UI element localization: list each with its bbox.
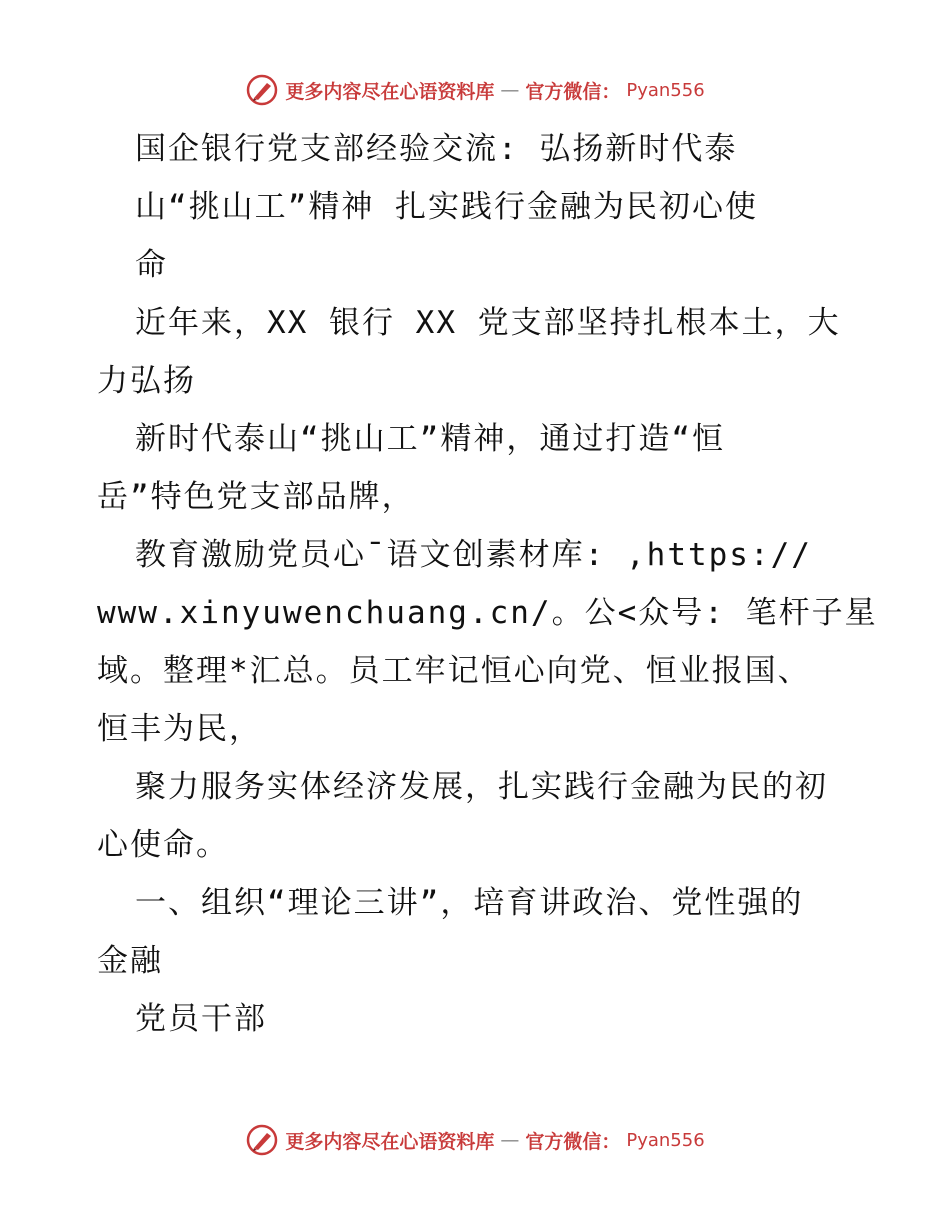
paragraph-line: 教育激励党员心¯语文创素材库: ,https:// xyxy=(135,537,812,573)
header-banner-separator: — xyxy=(500,79,520,101)
paragraph-line: 力弘扬 xyxy=(97,363,196,399)
footer-banner-text: 更多内容尽在心语资料库 xyxy=(285,1130,495,1153)
paragraph-line: 恒丰为民， xyxy=(97,711,262,747)
title-line-1: 国企银行党支部经验交流: 弘扬新时代泰 xyxy=(135,131,738,167)
paragraph-line: 岳”特色党支部品牌， xyxy=(97,479,415,515)
paragraph-line: www.xinyuwenchuang.cn/。公<众号: 笔杆子星 xyxy=(97,595,878,631)
title-line-2: 山“挑山工”精神 扎实践行金融为民初心使 xyxy=(135,189,758,225)
pen-logo-icon xyxy=(245,1123,279,1157)
header-wechat-label: 官方微信： xyxy=(525,80,621,103)
footer-banner xyxy=(0,1120,950,1160)
paragraph-line: 近年来，XX 银行 XX 党支部坚持扎根本土，大 xyxy=(135,305,841,341)
section-heading-line: 党员干部 xyxy=(135,1001,267,1037)
paragraph-line: 域。整理*汇总。员工牢记恒心向党、恒业报国、 xyxy=(97,653,811,689)
header-banner-text: 更多内容尽在心语资料库 xyxy=(285,80,495,103)
footer-wechat-label: 官方微信： xyxy=(525,1130,621,1153)
section-heading-line: 一、组织“理论三讲”，培育讲政治、党性强的 xyxy=(135,885,804,921)
paragraph-line: 新时代泰山“挑山工”精神，通过打造“恒 xyxy=(135,421,725,457)
title-line-3: 命 xyxy=(135,247,168,283)
header-banner xyxy=(0,70,950,110)
document-body xyxy=(97,120,878,1048)
paragraph-line: 心使命。 xyxy=(97,827,229,863)
pen-logo-icon xyxy=(245,73,279,107)
footer-banner-separator: — xyxy=(500,1129,520,1151)
paragraph-line: 聚力服务实体经济发展，扎实践行金融为民的初 xyxy=(135,769,828,805)
header-wechat-id: Pyan556 xyxy=(626,79,705,101)
section-heading-line: 金融 xyxy=(97,943,163,979)
footer-wechat-id: Pyan556 xyxy=(626,1129,705,1151)
